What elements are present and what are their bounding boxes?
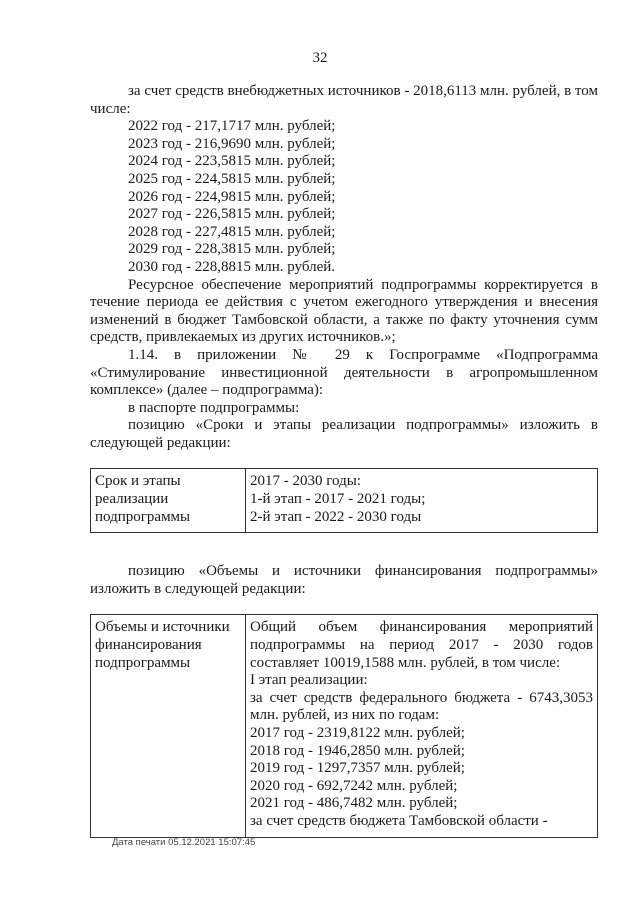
offbudget-year-list xyxy=(90,118,598,276)
year-line: 2026 год - 224,9815 млн. рублей; xyxy=(128,188,336,205)
terms-line: 2-й этап - 2022 - 2030 годы xyxy=(250,508,422,525)
terms-line: 2017 - 2030 годы: xyxy=(250,473,361,490)
funding-year: 2020 год - 692,7242 млн. рублей; xyxy=(250,777,458,794)
terms-line: 1-й этап - 2017 - 2021 годы; xyxy=(250,491,426,508)
year-line: 2024 год - 223,5815 млн. рублей; xyxy=(128,153,336,170)
terms-table xyxy=(90,468,598,533)
year-line: 2022 год - 217,1717 млн. рублей; xyxy=(128,118,336,135)
funding-stage: I этап реализации: xyxy=(250,672,368,689)
passport-paragraph: в паспорте подпрограммы: xyxy=(128,399,300,416)
position-funding-paragraph: позицию «Объемы и источники финансирования подпрограммы» изложить в следующей редакции: xyxy=(90,563,598,597)
funding-federal: за счет средств федерального бюджета - 6743,3053 млн. рублей, из них по годам: xyxy=(250,689,593,724)
funding-value-cell xyxy=(246,615,598,837)
document-body xyxy=(90,83,598,838)
position-terms-paragraph: позицию «Сроки и этапы реализации подпрограммы» изложить в следующей редакции: xyxy=(90,417,598,451)
funding-year: 2017 год - 2319,8122 млн. рублей; xyxy=(250,725,465,741)
funding-regional: за счет средств бюджета Тамбовской области - xyxy=(250,812,548,829)
year-line: 2025 год - 224,5815 млн. рублей; xyxy=(128,170,336,187)
year-line: 2023 год - 216,9690 млн. рублей; xyxy=(128,135,336,152)
year-line: 2029 год - 228,3815 млн. рублей; xyxy=(128,241,336,258)
print-date-footer: Дата печати 05.12.2021 15:07:45 xyxy=(112,837,256,848)
funding-total: Общий объем финансирования мероприятий подпрограммы на период 2017 - 2030 годов составляет 10019,1588 млн. рублей, в том числе: xyxy=(250,619,593,671)
funding-year: 2021 год - 486,7482 млн. рублей; xyxy=(250,795,458,812)
year-line: 2030 год - 228,8815 млн. рублей. xyxy=(128,258,336,275)
paragraph-1-14: 1.14. в приложении № 29 к Госпрограмме «Подпрограмма «Стимулирование инвестиционной деятельности в агропромышленном комплексе» (далее – подпрограмма): xyxy=(90,346,598,399)
intro-paragraph: за счет средств внебюджетных источников - 2018,6113 млн. рублей, в том числе: xyxy=(90,83,598,117)
funding-year: 2018 год - 1946,2850 млн. рублей; xyxy=(250,742,465,759)
resource-paragraph: Ресурсное обеспечение мероприятий подпрограммы корректируется в течение периода ее действия с учетом ежегодного утверждения и внесения изменений в бюджет Тамбовской области, а также по факту уточнения сумм средств, привлекаемых из других источников.»; xyxy=(90,276,598,346)
year-line: 2028 год - 227,4815 млн. рублей; xyxy=(128,223,336,240)
page-number: 32 xyxy=(312,50,328,66)
funding-label-cell: Объемы и источники финансирования подпрограммы xyxy=(91,615,246,837)
funding-table xyxy=(90,614,598,837)
funding-year: 2019 год - 1297,7357 млн. рублей; xyxy=(250,760,465,777)
year-line: 2027 год - 226,5815 млн. рублей; xyxy=(128,206,336,223)
terms-label-cell: Срок и этапы реализации подпрограммы xyxy=(91,469,246,533)
terms-value-cell xyxy=(246,469,598,533)
